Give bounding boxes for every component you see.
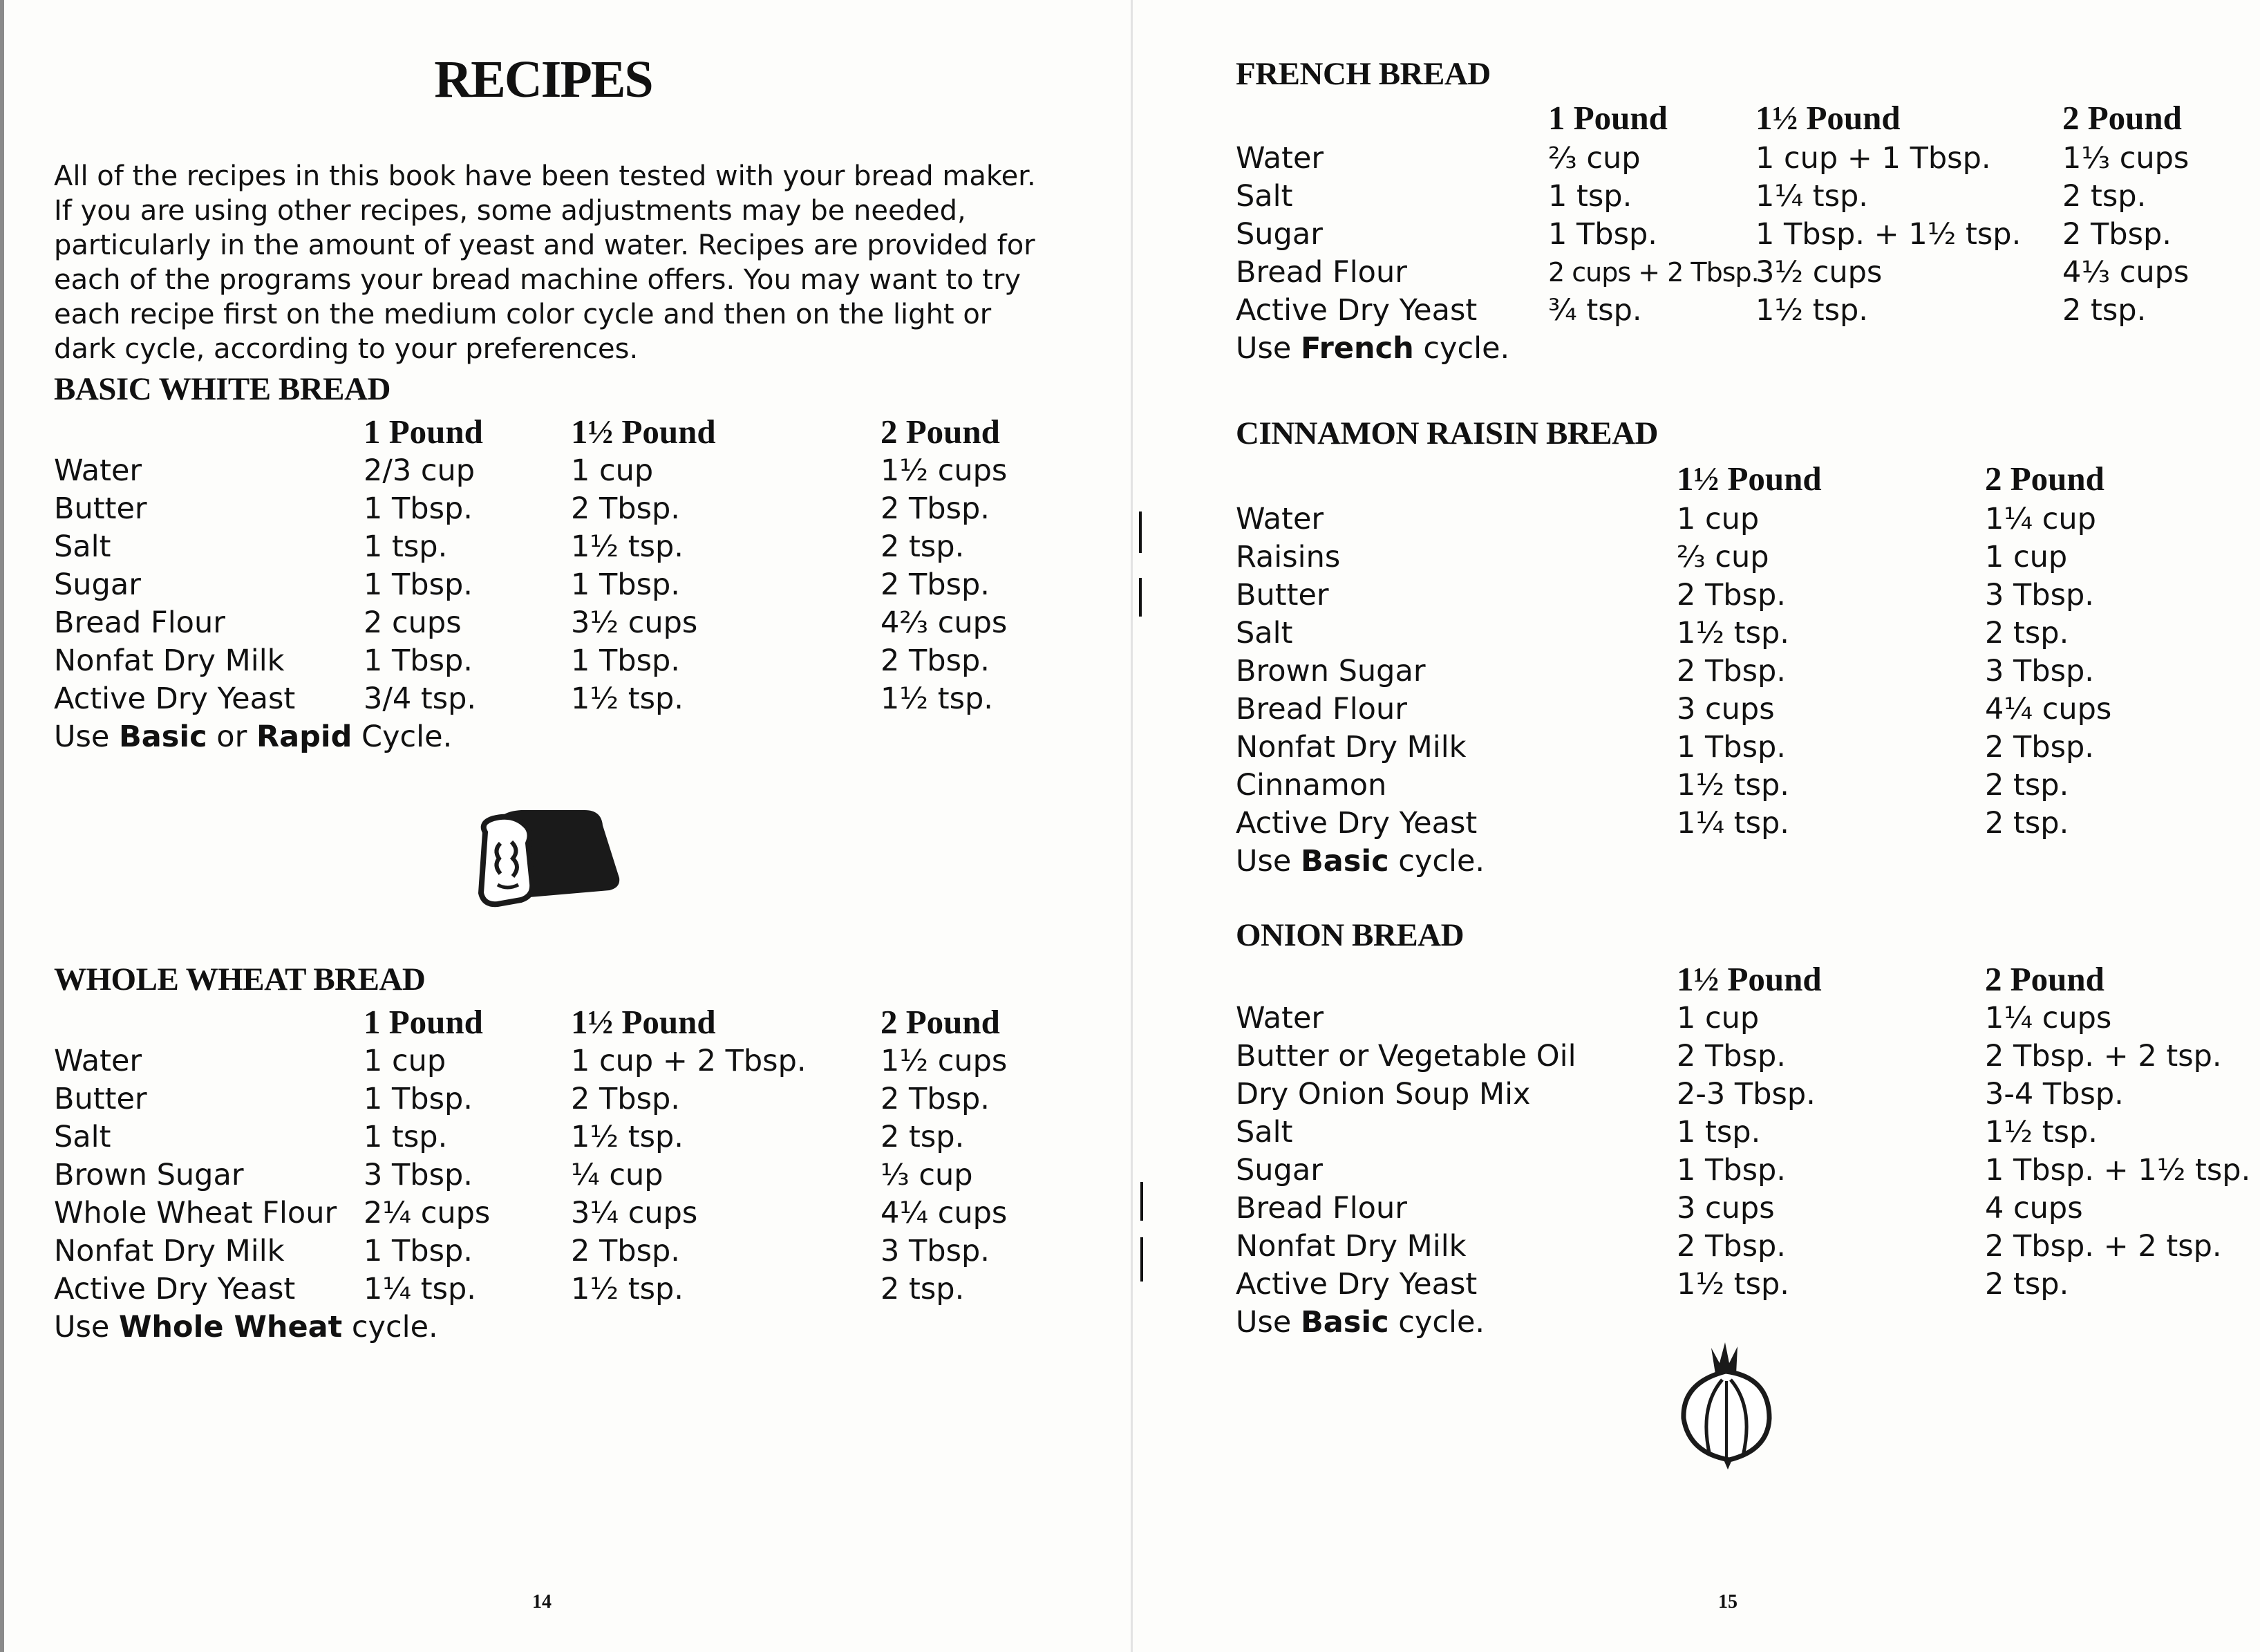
amount: 2 Tbsp. bbox=[881, 1082, 990, 1116]
amount: 2 tsp. bbox=[1985, 768, 2069, 802]
amount: 2 Tbsp. bbox=[1677, 654, 1786, 688]
ingredient-name: Butter bbox=[54, 1082, 147, 1116]
amount: 3 Tbsp. bbox=[1985, 578, 2094, 612]
amount: 1¼ tsp. bbox=[1677, 806, 1789, 841]
amount: 3-4 Tbsp. bbox=[1985, 1077, 2124, 1111]
cycle-connector: or bbox=[207, 720, 256, 754]
ingredient-name: Butter or Vegetable Oil bbox=[1236, 1039, 1576, 1073]
ingredient-row bbox=[54, 490, 1091, 528]
ingredient-row bbox=[1236, 292, 2260, 330]
amount: 1 Tbsp. bbox=[1548, 217, 1657, 252]
ingredient-name: Bread Flour bbox=[54, 606, 225, 640]
amount: 1 cup bbox=[571, 453, 654, 488]
amount: ¼ cup bbox=[571, 1158, 663, 1192]
cycle-prefix: Use bbox=[1236, 844, 1301, 879]
size-header: 1½ Pound bbox=[1755, 99, 1901, 137]
ingredient-name: Water bbox=[54, 1044, 142, 1078]
amount: 1 cup + 2 Tbsp. bbox=[571, 1044, 807, 1078]
page-number: 14 bbox=[532, 1591, 552, 1613]
amount: ⅔ cup bbox=[1548, 141, 1641, 176]
ingredient-name: Bread Flour bbox=[1236, 1191, 1407, 1226]
amount: 1 tsp. bbox=[364, 1120, 448, 1154]
ingredient-name: Water bbox=[1236, 1001, 1324, 1035]
size-header: 2 Pound bbox=[881, 413, 1000, 451]
ingredient-row bbox=[1236, 576, 2260, 614]
size-header: 1½ Pound bbox=[571, 1003, 716, 1041]
amount: 3¼ cups bbox=[571, 1196, 698, 1230]
ingredient-row bbox=[54, 452, 1091, 490]
amount: 2 Tbsp. bbox=[1677, 578, 1786, 612]
ingredient-name: Salt bbox=[1236, 616, 1293, 650]
ingredient-name: Bread Flour bbox=[1236, 255, 1407, 290]
amount: 1½ tsp. bbox=[571, 682, 684, 716]
recipe-title: ONION BREAD bbox=[1236, 917, 1465, 953]
amount: 1½ tsp. bbox=[1677, 768, 1789, 802]
amount: 2 tsp. bbox=[1985, 1267, 2069, 1302]
ingredient-row bbox=[1236, 1190, 2260, 1228]
amount: 3 cups bbox=[1677, 692, 1775, 726]
ingredient-name: Salt bbox=[54, 1120, 111, 1154]
size-header: 2 Pound bbox=[2062, 99, 2182, 137]
ingredient-name: Bread Flour bbox=[1236, 692, 1407, 726]
amount: 1 Tbsp. bbox=[364, 567, 473, 602]
amount: 1 cup bbox=[1677, 502, 1760, 536]
cycle-suffix: cycle. bbox=[1413, 331, 1510, 366]
ingredient-name: Cinnamon bbox=[1236, 768, 1387, 802]
cycle-suffix: cycle. bbox=[342, 1310, 438, 1344]
amount: 3 Tbsp. bbox=[364, 1158, 473, 1192]
amount: 2 Tbsp. + 2 tsp. bbox=[1985, 1039, 2222, 1073]
ingredient-row bbox=[1236, 614, 2260, 653]
amount: 1¼ cup bbox=[1985, 502, 2096, 536]
amount: 1½ tsp. bbox=[881, 682, 993, 716]
amount: 2 Tbsp. + 2 tsp. bbox=[1985, 1229, 2222, 1264]
ingredient-row bbox=[1236, 178, 2260, 216]
recipe-onion-bread bbox=[1236, 917, 2251, 1340]
ingredient-row bbox=[1236, 216, 2260, 254]
bread-loaf-icon bbox=[466, 802, 625, 912]
ingredient-row bbox=[54, 1042, 1091, 1080]
ingredient-name: Dry Onion Soup Mix bbox=[1236, 1077, 1531, 1111]
size-header: 1½ Pound bbox=[571, 413, 716, 451]
amount: 1 cup bbox=[1677, 1001, 1760, 1035]
ingredient-name: Raisins bbox=[1236, 540, 1341, 574]
amount: ⅔ cup bbox=[1677, 540, 1769, 574]
ingredient-row bbox=[1236, 254, 2260, 292]
amount: 2 tsp. bbox=[1985, 616, 2069, 650]
amount: 1 cup + 1 Tbsp. bbox=[1755, 141, 1991, 176]
amount: 1 tsp. bbox=[1677, 1115, 1761, 1149]
cycle-prefix: Use bbox=[54, 720, 119, 754]
amount: 2 Tbsp. bbox=[881, 491, 990, 526]
amount: 2 tsp. bbox=[881, 1272, 965, 1306]
ingredient-name: Water bbox=[1236, 141, 1324, 176]
amount: 1½ tsp. bbox=[1677, 1267, 1789, 1302]
amount: 1 tsp. bbox=[1548, 179, 1632, 214]
amount: 1 Tbsp. bbox=[364, 644, 473, 678]
ingredient-row bbox=[54, 1080, 1091, 1118]
amount: 1¼ tsp. bbox=[1755, 179, 1868, 214]
ingredient-row bbox=[1236, 1114, 2260, 1152]
amount: 2 Tbsp. bbox=[881, 644, 990, 678]
ingredient-row bbox=[54, 566, 1091, 604]
cycle-instruction bbox=[54, 718, 452, 756]
ingredient-name: Active Dry Yeast bbox=[1236, 293, 1478, 328]
ingredient-row bbox=[54, 642, 1091, 680]
ingredient-row bbox=[1236, 691, 2260, 729]
ingredient-name: Butter bbox=[54, 491, 147, 526]
cycle-instruction bbox=[1236, 330, 1509, 368]
amount: 2 Tbsp. bbox=[571, 491, 680, 526]
page-gutter bbox=[1131, 0, 1133, 1652]
amount: 2¼ cups bbox=[364, 1196, 491, 1230]
amount: 1 tsp. bbox=[364, 529, 448, 564]
recipe-title: WHOLE WHEAT BREAD bbox=[54, 961, 426, 997]
amount: 1½ cups bbox=[881, 1044, 1008, 1078]
ingredient-row bbox=[1236, 767, 2260, 805]
amount: 3½ cups bbox=[1755, 255, 1883, 290]
amount: 2 Tbsp. bbox=[2062, 217, 2172, 252]
amount: 3 Tbsp. bbox=[1985, 654, 2094, 688]
amount: 1 Tbsp. bbox=[571, 644, 680, 678]
amount: 2 tsp. bbox=[1985, 806, 2069, 841]
amount: 1 cup bbox=[1985, 540, 2068, 574]
right-page bbox=[1133, 0, 2260, 1652]
scan-mark bbox=[1139, 511, 1142, 553]
scan-mark bbox=[1140, 1237, 1143, 1282]
cycle-instruction bbox=[1236, 1304, 1485, 1342]
amount: 4¼ cups bbox=[881, 1196, 1008, 1230]
amount: 2 Tbsp. bbox=[571, 1234, 680, 1268]
amount: 3 Tbsp. bbox=[881, 1234, 990, 1268]
amount: 4¼ cups bbox=[1985, 692, 2112, 726]
size-header: 2 Pound bbox=[881, 1003, 1000, 1041]
ingredient-row bbox=[54, 680, 1091, 718]
amount: 2-3 Tbsp. bbox=[1677, 1077, 1816, 1111]
page-number: 15 bbox=[1718, 1591, 1738, 1613]
amount: 1½ cups bbox=[881, 453, 1008, 488]
ingredient-row bbox=[1236, 805, 2260, 843]
cycle-name: Whole Wheat bbox=[119, 1310, 343, 1344]
amount: 2 tsp. bbox=[881, 1120, 965, 1154]
amount: 1 Tbsp. bbox=[571, 567, 680, 602]
ingredient-name: Sugar bbox=[54, 567, 141, 602]
amount: 2 tsp. bbox=[881, 529, 965, 564]
amount: 1 Tbsp. bbox=[1677, 730, 1786, 764]
ingredient-name: Active Dry Yeast bbox=[54, 682, 296, 716]
amount: 4 cups bbox=[1985, 1191, 2083, 1226]
cycle-suffix: Cycle. bbox=[352, 720, 453, 754]
ingredient-name: Nonfat Dry Milk bbox=[1236, 730, 1467, 764]
amount: 4⅔ cups bbox=[881, 606, 1008, 640]
ingredient-name: Sugar bbox=[1236, 1153, 1323, 1188]
recipe-cinnamon-raisin-bread bbox=[1236, 415, 2112, 879]
ingredient-name: Active Dry Yeast bbox=[54, 1272, 296, 1306]
size-header: 2 Pound bbox=[1985, 960, 2104, 998]
amount: 1½ tsp. bbox=[571, 1120, 684, 1154]
amount: 1 cup bbox=[364, 1044, 446, 1078]
cycle-instruction bbox=[1236, 843, 1485, 881]
cycle-name: French bbox=[1301, 331, 1414, 366]
recipe-whole-wheat-bread bbox=[54, 961, 1008, 1344]
ingredient-name: Whole Wheat Flour bbox=[54, 1196, 337, 1230]
amount: 1½ tsp. bbox=[1755, 293, 1868, 328]
ingredient-row bbox=[54, 604, 1091, 642]
size-header: 2 Pound bbox=[1985, 460, 2104, 498]
amount: 2 cups + 2 Tbsp. bbox=[1548, 257, 1759, 288]
ingredient-row bbox=[54, 1270, 1091, 1308]
cycle-suffix: cycle. bbox=[1388, 1305, 1485, 1340]
amount: 1¼ cups bbox=[1985, 1001, 2112, 1035]
amount: 2 cups bbox=[364, 606, 462, 640]
amount: 1 Tbsp. bbox=[1677, 1153, 1786, 1188]
ingredient-row bbox=[54, 528, 1091, 566]
ingredient-row bbox=[54, 1232, 1091, 1270]
amount: 2 tsp. bbox=[2062, 179, 2147, 214]
ingredient-name: Water bbox=[1236, 502, 1324, 536]
ingredient-row bbox=[1236, 1228, 2260, 1266]
ingredient-row bbox=[1236, 999, 2260, 1038]
onion-icon bbox=[1674, 1341, 1778, 1472]
size-header: 1½ Pound bbox=[1677, 960, 1822, 998]
amount: 2/3 cup bbox=[364, 453, 475, 488]
recipe-title: BASIC WHITE BREAD bbox=[54, 371, 390, 407]
ingredient-name: Active Dry Yeast bbox=[1236, 806, 1478, 841]
amount: 1¼ tsp. bbox=[364, 1272, 476, 1306]
ingredient-name: Salt bbox=[1236, 179, 1293, 214]
cycle-name: Basic bbox=[1301, 1305, 1389, 1340]
cycle-name: Rapid bbox=[256, 720, 352, 754]
ingredient-name: Nonfat Dry Milk bbox=[1236, 1229, 1467, 1264]
ingredient-name: Nonfat Dry Milk bbox=[54, 1234, 285, 1268]
ingredient-name: Salt bbox=[1236, 1115, 1293, 1149]
scan-mark bbox=[1139, 578, 1142, 617]
amount: ¾ tsp. bbox=[1548, 293, 1642, 328]
ingredient-row bbox=[1236, 500, 2260, 538]
amount: 1½ tsp. bbox=[1677, 616, 1789, 650]
cycle-prefix: Use bbox=[1236, 331, 1301, 366]
amount: 2 tsp. bbox=[2062, 293, 2147, 328]
ingredient-row bbox=[1236, 653, 2260, 691]
amount: 2 Tbsp. bbox=[1677, 1229, 1786, 1264]
amount: 2 Tbsp. bbox=[1677, 1039, 1786, 1073]
ingredient-row bbox=[1236, 1076, 2260, 1114]
scan-mark bbox=[1140, 1182, 1143, 1221]
ingredient-row bbox=[1236, 140, 2260, 178]
size-header: 1 Pound bbox=[1548, 99, 1668, 137]
recipe-french-bread bbox=[1236, 55, 2190, 366]
cycle-suffix: cycle. bbox=[1388, 844, 1485, 879]
size-header: 1½ Pound bbox=[1677, 460, 1822, 498]
ingredient-name: Brown Sugar bbox=[54, 1158, 244, 1192]
ingredient-row bbox=[1236, 1038, 2260, 1076]
amount: 2 Tbsp. bbox=[1985, 730, 2094, 764]
amount: ⅓ cup bbox=[881, 1158, 973, 1192]
ingredient-row bbox=[54, 1118, 1091, 1156]
amount: 1 Tbsp. bbox=[364, 1082, 473, 1116]
recipe-title: CINNAMON RAISIN BREAD bbox=[1236, 415, 1658, 451]
ingredient-name: Water bbox=[54, 453, 142, 488]
cycle-prefix: Use bbox=[54, 1310, 119, 1344]
amount: 1½ tsp. bbox=[571, 1272, 684, 1306]
amount: 1 Tbsp. + 1½ tsp. bbox=[1985, 1153, 2251, 1188]
ingredient-name: Salt bbox=[54, 529, 111, 564]
amount: 3/4 tsp. bbox=[364, 682, 477, 716]
ingredient-name: Active Dry Yeast bbox=[1236, 1267, 1478, 1302]
ingredient-row bbox=[1236, 1152, 2260, 1190]
ingredient-name: Brown Sugar bbox=[1236, 654, 1426, 688]
cycle-name: Basic bbox=[119, 720, 207, 754]
amount: 2 Tbsp. bbox=[881, 567, 990, 602]
cycle-prefix: Use bbox=[1236, 1305, 1301, 1340]
amount: 3 cups bbox=[1677, 1191, 1775, 1226]
ingredient-row bbox=[1236, 538, 2260, 576]
amount: 2 Tbsp. bbox=[571, 1082, 680, 1116]
page-title: RECIPES bbox=[434, 50, 652, 109]
amount: 1½ tsp. bbox=[571, 529, 684, 564]
ingredient-row bbox=[54, 1156, 1091, 1194]
amount: 1⅓ cups bbox=[2062, 141, 2190, 176]
size-header: 1 Pound bbox=[364, 413, 483, 451]
amount: 4⅓ cups bbox=[2062, 255, 2190, 290]
amount: 3½ cups bbox=[571, 606, 698, 640]
amount: 1 Tbsp. + 1½ tsp. bbox=[1755, 217, 2022, 252]
intro-paragraph: All of the recipes in this book have been tested with your bread maker. If you are using other recipes, some adjustments may be needed, particularly in the amount of yeast and water. Recipes are provided for each of the programs your bread machine offers. You may want to try each recipe first on the medium color cycle and then on the light or dark cycle, according to your preferences. bbox=[54, 160, 1036, 365]
cycle-instruction bbox=[54, 1308, 438, 1346]
ingredient-name: Nonfat Dry Milk bbox=[54, 644, 285, 678]
ingredient-row bbox=[1236, 729, 2260, 767]
amount: 1½ tsp. bbox=[1985, 1115, 2098, 1149]
recipe-title: FRENCH BREAD bbox=[1236, 56, 1491, 92]
recipe-basic-white-bread bbox=[54, 370, 1008, 754]
ingredient-row bbox=[54, 1194, 1091, 1232]
ingredient-name: Sugar bbox=[1236, 217, 1323, 252]
ingredient-name: Butter bbox=[1236, 578, 1329, 612]
cycle-name: Basic bbox=[1301, 844, 1389, 879]
amount: 1 Tbsp. bbox=[364, 1234, 473, 1268]
size-header: 1 Pound bbox=[364, 1003, 483, 1041]
ingredient-row bbox=[1236, 1266, 2260, 1304]
amount: 1 Tbsp. bbox=[364, 491, 473, 526]
